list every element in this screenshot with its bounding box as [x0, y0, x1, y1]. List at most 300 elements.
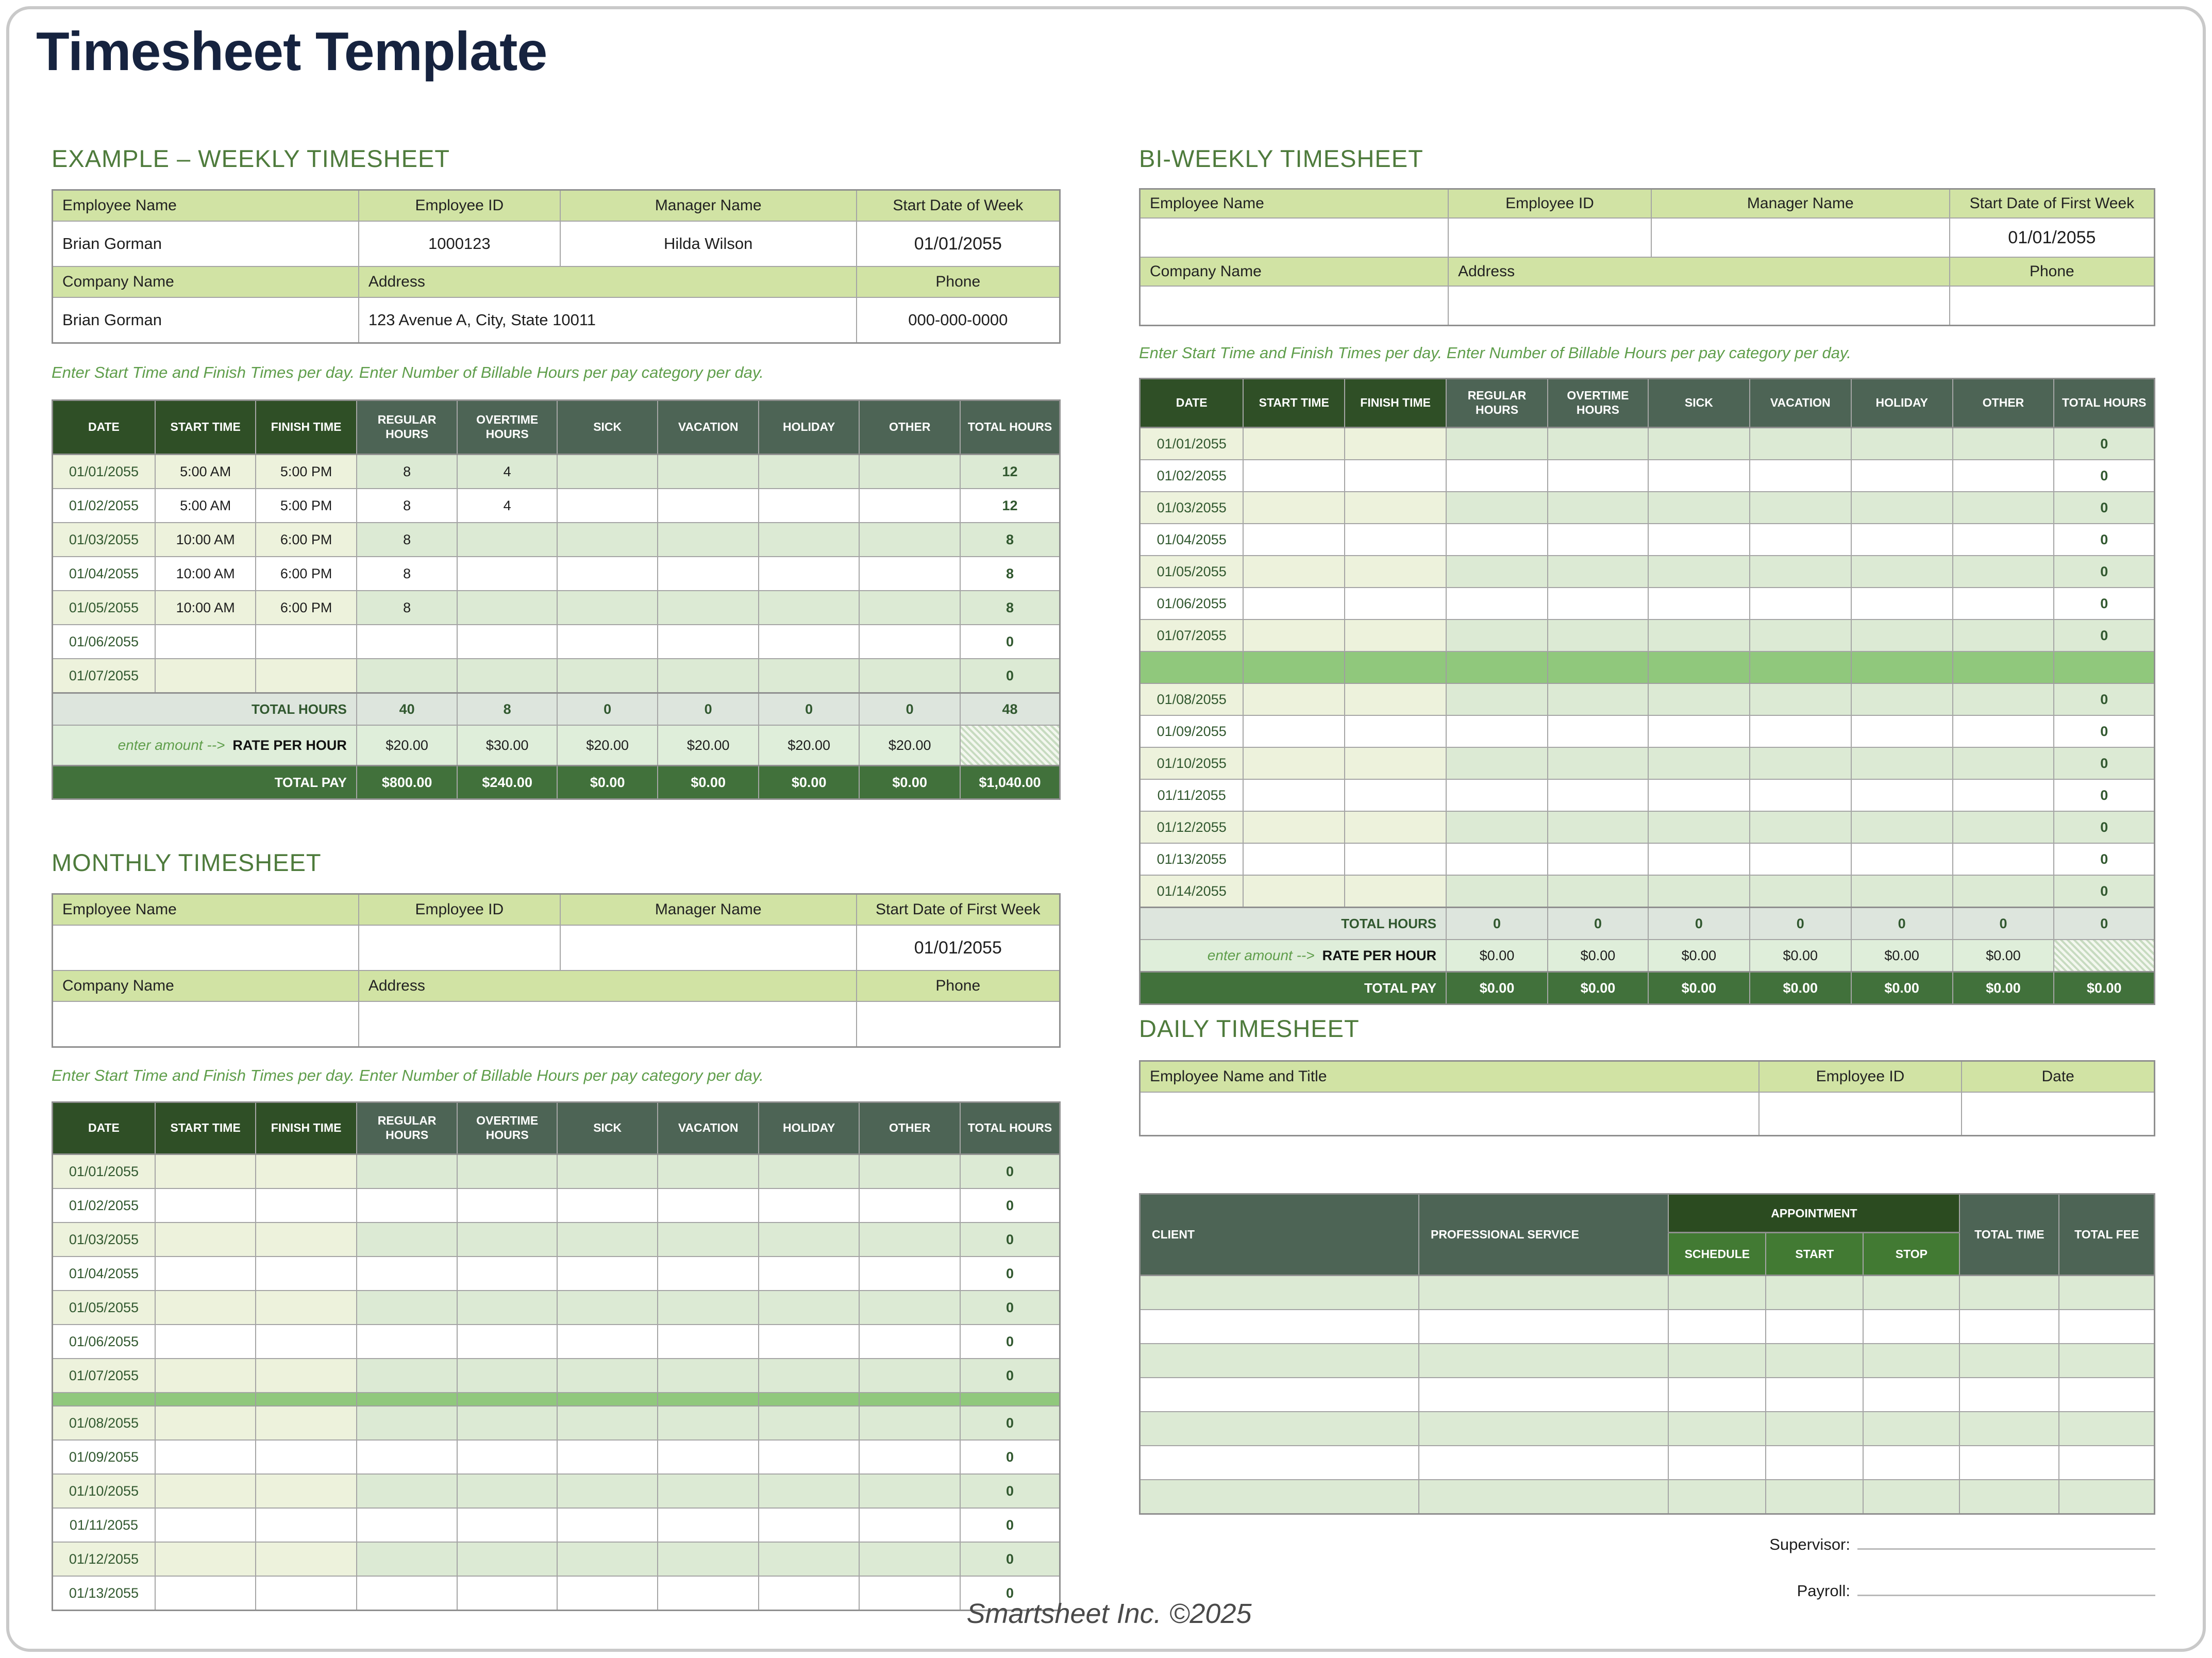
date-cell[interactable]: 01/02/2055 [1140, 460, 1244, 492]
overtime-hours-cell[interactable] [1548, 619, 1648, 651]
other-cell[interactable] [859, 557, 960, 591]
sick-cell[interactable] [557, 1542, 658, 1576]
overtime-hours-cell[interactable] [1548, 683, 1648, 715]
holiday-cell[interactable] [1851, 524, 1953, 556]
start-time-cell[interactable] [155, 1359, 256, 1393]
total-time-cell[interactable] [1959, 1412, 2059, 1446]
holiday-cell[interactable] [759, 1291, 860, 1325]
start-time-cell[interactable] [155, 1508, 256, 1542]
vacation-cell[interactable] [1750, 875, 1851, 908]
sick-cell[interactable] [557, 659, 658, 693]
sick-cell[interactable] [557, 1154, 658, 1189]
vacation-cell[interactable] [658, 1474, 759, 1508]
start-time-cell[interactable] [1243, 524, 1345, 556]
holiday-cell[interactable] [759, 1188, 860, 1222]
service-cell[interactable] [1419, 1412, 1668, 1446]
overtime-hours-cell[interactable] [457, 1257, 557, 1291]
vacation-cell[interactable] [658, 1508, 759, 1542]
holiday-cell[interactable] [1851, 715, 1953, 747]
schedule-cell[interactable] [1668, 1480, 1766, 1514]
vacation-cell[interactable] [658, 625, 759, 659]
stop-cell[interactable] [1863, 1412, 1959, 1446]
vacation-cell[interactable] [1750, 715, 1851, 747]
start-time-cell[interactable] [155, 1440, 256, 1474]
total-fee-cell[interactable] [2059, 1310, 2154, 1344]
regular-hours-cell[interactable] [1446, 715, 1548, 747]
regular-hours-cell[interactable] [1446, 811, 1548, 843]
vacation-cell[interactable] [1750, 779, 1851, 811]
finish-time-cell[interactable] [1345, 588, 1446, 619]
start-time-cell[interactable] [155, 1188, 256, 1222]
start-time-cell[interactable]: 10:00 AM [155, 591, 256, 625]
other-cell[interactable] [1953, 779, 2054, 811]
sick-cell[interactable] [1648, 875, 1750, 908]
holiday-cell[interactable] [759, 557, 860, 591]
start-cell[interactable] [1766, 1446, 1863, 1480]
client-cell[interactable] [1140, 1378, 1419, 1412]
phone-cell[interactable]: 000-000-0000 [857, 297, 1060, 343]
date-cell[interactable]: 01/11/2055 [53, 1508, 155, 1542]
stop-cell[interactable] [1863, 1378, 1959, 1412]
start-date-cell[interactable]: 01/01/2055 [857, 221, 1060, 266]
start-cell[interactable] [1766, 1412, 1863, 1446]
finish-time-cell[interactable]: 6:00 PM [256, 523, 357, 557]
start-time-cell[interactable] [1243, 715, 1345, 747]
start-time-cell[interactable] [1243, 428, 1345, 460]
holiday-cell[interactable] [1851, 556, 1953, 588]
stop-cell[interactable] [1863, 1446, 1959, 1480]
date-cell[interactable]: 01/05/2055 [1140, 556, 1244, 588]
date-cell[interactable]: 01/02/2055 [53, 489, 155, 523]
other-cell[interactable] [859, 625, 960, 659]
other-cell[interactable] [859, 659, 960, 693]
other-cell[interactable] [1953, 428, 2054, 460]
finish-time-cell[interactable] [256, 1440, 357, 1474]
holiday-cell[interactable] [1851, 811, 1953, 843]
date-cell[interactable]: 01/04/2055 [53, 557, 155, 591]
holiday-cell[interactable] [759, 1542, 860, 1576]
finish-time-cell[interactable] [256, 1257, 357, 1291]
other-cell[interactable] [1953, 843, 2054, 875]
other-cell[interactable] [1953, 588, 2054, 619]
vacation-cell[interactable] [1750, 843, 1851, 875]
vacation-cell[interactable] [658, 1406, 759, 1440]
sick-cell[interactable] [1648, 779, 1750, 811]
employee-id-cell[interactable] [359, 925, 560, 970]
payroll-signature-line[interactable] [1857, 1577, 2155, 1596]
other-cell[interactable] [859, 489, 960, 523]
other-cell[interactable] [1953, 811, 2054, 843]
start-time-cell[interactable] [155, 1257, 256, 1291]
phone-cell[interactable] [1950, 286, 2155, 326]
date-cell[interactable] [1962, 1092, 2154, 1136]
vacation-cell[interactable] [1750, 747, 1851, 779]
sick-cell[interactable] [1648, 619, 1750, 651]
holiday-cell[interactable] [759, 1222, 860, 1257]
manager-name-cell[interactable]: Hilda Wilson [560, 221, 857, 266]
sick-cell[interactable] [557, 1508, 658, 1542]
finish-time-cell[interactable] [1345, 843, 1446, 875]
rate-other[interactable]: $20.00 [859, 725, 960, 766]
regular-hours-cell[interactable] [1446, 460, 1548, 492]
sick-cell[interactable] [557, 1291, 658, 1325]
overtime-hours-cell[interactable] [457, 1222, 557, 1257]
vacation-cell[interactable] [658, 1257, 759, 1291]
service-cell[interactable] [1419, 1446, 1668, 1480]
finish-time-cell[interactable] [256, 1222, 357, 1257]
start-time-cell[interactable] [155, 1542, 256, 1576]
other-cell[interactable] [859, 1406, 960, 1440]
client-cell[interactable] [1140, 1480, 1419, 1514]
vacation-cell[interactable] [658, 455, 759, 489]
date-cell[interactable]: 01/08/2055 [1140, 683, 1244, 715]
sick-cell[interactable] [557, 1359, 658, 1393]
rate-holiday[interactable]: $20.00 [759, 725, 860, 766]
schedule-cell[interactable] [1668, 1310, 1766, 1344]
start-time-cell[interactable]: 10:00 AM [155, 523, 256, 557]
regular-hours-cell[interactable] [1446, 747, 1548, 779]
vacation-cell[interactable] [658, 1359, 759, 1393]
overtime-hours-cell[interactable] [457, 1440, 557, 1474]
overtime-hours-cell[interactable] [1548, 460, 1648, 492]
holiday-cell[interactable] [759, 489, 860, 523]
rate-regular[interactable]: $20.00 [357, 725, 458, 766]
sick-cell[interactable] [557, 1406, 658, 1440]
regular-hours-cell[interactable] [357, 1440, 458, 1474]
other-cell[interactable] [1953, 683, 2054, 715]
total-time-cell[interactable] [1959, 1480, 2059, 1514]
overtime-hours-cell[interactable] [457, 625, 557, 659]
service-cell[interactable] [1419, 1480, 1668, 1514]
sick-cell[interactable] [557, 455, 658, 489]
overtime-hours-cell[interactable] [457, 1406, 557, 1440]
overtime-hours-cell[interactable] [1548, 843, 1648, 875]
overtime-hours-cell[interactable] [457, 1325, 557, 1359]
holiday-cell[interactable] [1851, 843, 1953, 875]
date-cell[interactable]: 01/09/2055 [53, 1440, 155, 1474]
sick-cell[interactable] [557, 1440, 658, 1474]
date-cell[interactable]: 01/14/2055 [1140, 875, 1244, 908]
rate-overtime[interactable]: $30.00 [457, 725, 557, 766]
date-cell[interactable]: 01/07/2055 [53, 1359, 155, 1393]
overtime-hours-cell[interactable] [1548, 428, 1648, 460]
start-cell[interactable] [1766, 1310, 1863, 1344]
client-cell[interactable] [1140, 1344, 1419, 1378]
rate-sick[interactable]: $20.00 [557, 725, 658, 766]
rate-other[interactable]: $0.00 [1953, 940, 2054, 972]
sick-cell[interactable] [557, 1325, 658, 1359]
vacation-cell[interactable] [1750, 428, 1851, 460]
other-cell[interactable] [1953, 875, 2054, 908]
employee-name-cell[interactable] [1140, 218, 1449, 257]
finish-time-cell[interactable] [256, 1508, 357, 1542]
client-cell[interactable] [1140, 1446, 1419, 1480]
vacation-cell[interactable] [658, 489, 759, 523]
vacation-cell[interactable] [1750, 556, 1851, 588]
finish-time-cell[interactable] [1345, 460, 1446, 492]
sick-cell[interactable] [557, 625, 658, 659]
start-time-cell[interactable] [155, 1325, 256, 1359]
schedule-cell[interactable] [1668, 1276, 1766, 1310]
overtime-hours-cell[interactable] [457, 1291, 557, 1325]
other-cell[interactable] [859, 591, 960, 625]
total-time-cell[interactable] [1959, 1344, 2059, 1378]
finish-time-cell[interactable] [256, 659, 357, 693]
start-date-cell[interactable]: 01/01/2055 [857, 925, 1060, 970]
sick-cell[interactable] [557, 557, 658, 591]
start-date-cell[interactable]: 01/01/2055 [1950, 218, 2155, 257]
regular-hours-cell[interactable]: 8 [357, 523, 458, 557]
other-cell[interactable] [859, 1188, 960, 1222]
client-cell[interactable] [1140, 1310, 1419, 1344]
finish-time-cell[interactable] [256, 1188, 357, 1222]
date-cell[interactable]: 01/01/2055 [1140, 428, 1244, 460]
start-time-cell[interactable] [1243, 779, 1345, 811]
date-cell[interactable]: 01/02/2055 [53, 1188, 155, 1222]
overtime-hours-cell[interactable] [457, 523, 557, 557]
sick-cell[interactable] [1648, 747, 1750, 779]
vacation-cell[interactable] [658, 1188, 759, 1222]
sick-cell[interactable] [1648, 715, 1750, 747]
regular-hours-cell[interactable] [357, 659, 458, 693]
finish-time-cell[interactable] [256, 1359, 357, 1393]
other-cell[interactable] [859, 1508, 960, 1542]
date-cell[interactable]: 01/08/2055 [53, 1406, 155, 1440]
service-cell[interactable] [1419, 1344, 1668, 1378]
holiday-cell[interactable] [759, 1508, 860, 1542]
sick-cell[interactable] [1648, 492, 1750, 524]
overtime-hours-cell[interactable] [1548, 492, 1648, 524]
date-cell[interactable]: 01/10/2055 [1140, 747, 1244, 779]
other-cell[interactable] [1953, 619, 2054, 651]
date-cell[interactable]: 01/03/2055 [53, 1222, 155, 1257]
service-cell[interactable] [1419, 1276, 1668, 1310]
sick-cell[interactable] [557, 523, 658, 557]
vacation-cell[interactable] [658, 523, 759, 557]
finish-time-cell[interactable] [1345, 811, 1446, 843]
overtime-hours-cell[interactable] [457, 591, 557, 625]
other-cell[interactable] [1953, 460, 2054, 492]
address-cell[interactable]: 123 Avenue A, City, State 10011 [359, 297, 857, 343]
holiday-cell[interactable] [759, 523, 860, 557]
holiday-cell[interactable] [759, 591, 860, 625]
start-time-cell[interactable] [1243, 875, 1345, 908]
overtime-hours-cell[interactable] [457, 1154, 557, 1189]
vacation-cell[interactable] [1750, 524, 1851, 556]
regular-hours-cell[interactable] [1446, 875, 1548, 908]
other-cell[interactable] [859, 523, 960, 557]
finish-time-cell[interactable] [256, 1542, 357, 1576]
total-time-cell[interactable] [1959, 1310, 2059, 1344]
sick-cell[interactable] [1648, 428, 1750, 460]
holiday-cell[interactable] [1851, 747, 1953, 779]
finish-time-cell[interactable] [256, 1406, 357, 1440]
company-name-cell[interactable] [1140, 286, 1449, 326]
employee-id-cell[interactable] [1759, 1092, 1962, 1136]
total-fee-cell[interactable] [2059, 1412, 2154, 1446]
date-cell[interactable]: 01/06/2055 [1140, 588, 1244, 619]
overtime-hours-cell[interactable] [1548, 556, 1648, 588]
regular-hours-cell[interactable]: 8 [357, 591, 458, 625]
regular-hours-cell[interactable] [1446, 588, 1548, 619]
sick-cell[interactable] [557, 1222, 658, 1257]
finish-time-cell[interactable] [1345, 747, 1446, 779]
stop-cell[interactable] [1863, 1310, 1959, 1344]
other-cell[interactable] [859, 1291, 960, 1325]
start-time-cell[interactable] [1243, 556, 1345, 588]
holiday-cell[interactable] [1851, 460, 1953, 492]
vacation-cell[interactable] [658, 1325, 759, 1359]
finish-time-cell[interactable]: 5:00 PM [256, 455, 357, 489]
overtime-hours-cell[interactable] [457, 1542, 557, 1576]
rate-sick[interactable]: $0.00 [1648, 940, 1750, 972]
rate-holiday[interactable]: $0.00 [1851, 940, 1953, 972]
other-cell[interactable] [1953, 492, 2054, 524]
finish-time-cell[interactable] [256, 1291, 357, 1325]
start-cell[interactable] [1766, 1344, 1863, 1378]
stop-cell[interactable] [1863, 1344, 1959, 1378]
start-time-cell[interactable]: 5:00 AM [155, 455, 256, 489]
employee-id-cell[interactable] [1448, 218, 1651, 257]
finish-time-cell[interactable] [256, 1154, 357, 1189]
vacation-cell[interactable] [658, 659, 759, 693]
date-cell[interactable]: 01/05/2055 [53, 591, 155, 625]
start-time-cell[interactable] [1243, 843, 1345, 875]
vacation-cell[interactable] [1750, 619, 1851, 651]
regular-hours-cell[interactable] [357, 1508, 458, 1542]
holiday-cell[interactable] [759, 625, 860, 659]
client-cell[interactable] [1140, 1412, 1419, 1446]
start-time-cell[interactable] [155, 1291, 256, 1325]
date-cell[interactable]: 01/05/2055 [53, 1291, 155, 1325]
other-cell[interactable] [859, 1154, 960, 1189]
phone-cell[interactable] [857, 1001, 1060, 1047]
date-cell[interactable]: 01/06/2055 [53, 1325, 155, 1359]
start-time-cell[interactable] [155, 659, 256, 693]
overtime-hours-cell[interactable] [1548, 747, 1648, 779]
date-cell[interactable]: 01/12/2055 [1140, 811, 1244, 843]
total-fee-cell[interactable] [2059, 1276, 2154, 1310]
schedule-cell[interactable] [1668, 1344, 1766, 1378]
finish-time-cell[interactable] [256, 625, 357, 659]
other-cell[interactable] [859, 455, 960, 489]
sick-cell[interactable] [557, 591, 658, 625]
other-cell[interactable] [1953, 715, 2054, 747]
employee-name-title-cell[interactable] [1140, 1092, 1759, 1136]
vacation-cell[interactable] [658, 1222, 759, 1257]
date-cell[interactable]: 01/09/2055 [1140, 715, 1244, 747]
sick-cell[interactable] [1648, 460, 1750, 492]
regular-hours-cell[interactable] [357, 1222, 458, 1257]
sick-cell[interactable] [1648, 843, 1750, 875]
finish-time-cell[interactable]: 5:00 PM [256, 489, 357, 523]
vacation-cell[interactable] [658, 591, 759, 625]
finish-time-cell[interactable] [1345, 492, 1446, 524]
holiday-cell[interactable] [759, 1257, 860, 1291]
holiday-cell[interactable] [759, 1359, 860, 1393]
sick-cell[interactable] [1648, 556, 1750, 588]
vacation-cell[interactable] [658, 1291, 759, 1325]
other-cell[interactable] [1953, 747, 2054, 779]
start-cell[interactable] [1766, 1378, 1863, 1412]
address-cell[interactable] [1448, 286, 1950, 326]
finish-time-cell[interactable] [1345, 556, 1446, 588]
total-fee-cell[interactable] [2059, 1344, 2154, 1378]
vacation-cell[interactable] [658, 557, 759, 591]
start-time-cell[interactable] [1243, 460, 1345, 492]
company-name-cell[interactable]: Brian Gorman [53, 297, 359, 343]
sick-cell[interactable] [1648, 811, 1750, 843]
regular-hours-cell[interactable] [1446, 619, 1548, 651]
employee-id-cell[interactable]: 1000123 [359, 221, 560, 266]
finish-time-cell[interactable] [256, 1325, 357, 1359]
schedule-cell[interactable] [1668, 1446, 1766, 1480]
date-cell[interactable]: 01/06/2055 [53, 625, 155, 659]
regular-hours-cell[interactable] [1446, 492, 1548, 524]
other-cell[interactable] [859, 1257, 960, 1291]
regular-hours-cell[interactable] [357, 1474, 458, 1508]
start-time-cell[interactable] [1243, 747, 1345, 779]
regular-hours-cell[interactable] [1446, 556, 1548, 588]
holiday-cell[interactable] [759, 1325, 860, 1359]
date-cell[interactable]: 01/13/2055 [1140, 843, 1244, 875]
start-time-cell[interactable] [155, 1474, 256, 1508]
regular-hours-cell[interactable] [357, 1257, 458, 1291]
regular-hours-cell[interactable] [357, 1291, 458, 1325]
finish-time-cell[interactable] [1345, 779, 1446, 811]
rate-vacation[interactable]: $20.00 [658, 725, 759, 766]
holiday-cell[interactable] [759, 1474, 860, 1508]
date-cell[interactable]: 01/01/2055 [53, 455, 155, 489]
holiday-cell[interactable] [759, 1440, 860, 1474]
date-cell[interactable]: 01/01/2055 [53, 1154, 155, 1189]
start-time-cell[interactable]: 10:00 AM [155, 557, 256, 591]
vacation-cell[interactable] [658, 1440, 759, 1474]
other-cell[interactable] [859, 1222, 960, 1257]
sick-cell[interactable] [557, 1257, 658, 1291]
total-fee-cell[interactable] [2059, 1446, 2154, 1480]
finish-time-cell[interactable] [256, 1474, 357, 1508]
total-time-cell[interactable] [1959, 1276, 2059, 1310]
finish-time-cell[interactable] [1345, 683, 1446, 715]
date-cell[interactable]: 01/11/2055 [1140, 779, 1244, 811]
other-cell[interactable] [859, 1359, 960, 1393]
stop-cell[interactable] [1863, 1480, 1959, 1514]
other-cell[interactable] [859, 1474, 960, 1508]
service-cell[interactable] [1419, 1378, 1668, 1412]
finish-time-cell[interactable] [1345, 875, 1446, 908]
regular-hours-cell[interactable]: 8 [357, 557, 458, 591]
total-fee-cell[interactable] [2059, 1480, 2154, 1514]
regular-hours-cell[interactable] [357, 1154, 458, 1189]
overtime-hours-cell[interactable]: 4 [457, 489, 557, 523]
date-cell[interactable]: 01/07/2055 [53, 659, 155, 693]
schedule-cell[interactable] [1668, 1412, 1766, 1446]
manager-name-cell[interactable] [1651, 218, 1950, 257]
holiday-cell[interactable] [1851, 428, 1953, 460]
overtime-hours-cell[interactable] [457, 659, 557, 693]
holiday-cell[interactable] [1851, 619, 1953, 651]
date-cell[interactable]: 01/07/2055 [1140, 619, 1244, 651]
vacation-cell[interactable] [1750, 460, 1851, 492]
supervisor-signature-line[interactable] [1857, 1531, 2155, 1550]
total-fee-cell[interactable] [2059, 1378, 2154, 1412]
overtime-hours-cell[interactable] [1548, 811, 1648, 843]
overtime-hours-cell[interactable] [1548, 875, 1648, 908]
overtime-hours-cell[interactable] [1548, 588, 1648, 619]
regular-hours-cell[interactable] [1446, 524, 1548, 556]
total-time-cell[interactable] [1959, 1446, 2059, 1480]
